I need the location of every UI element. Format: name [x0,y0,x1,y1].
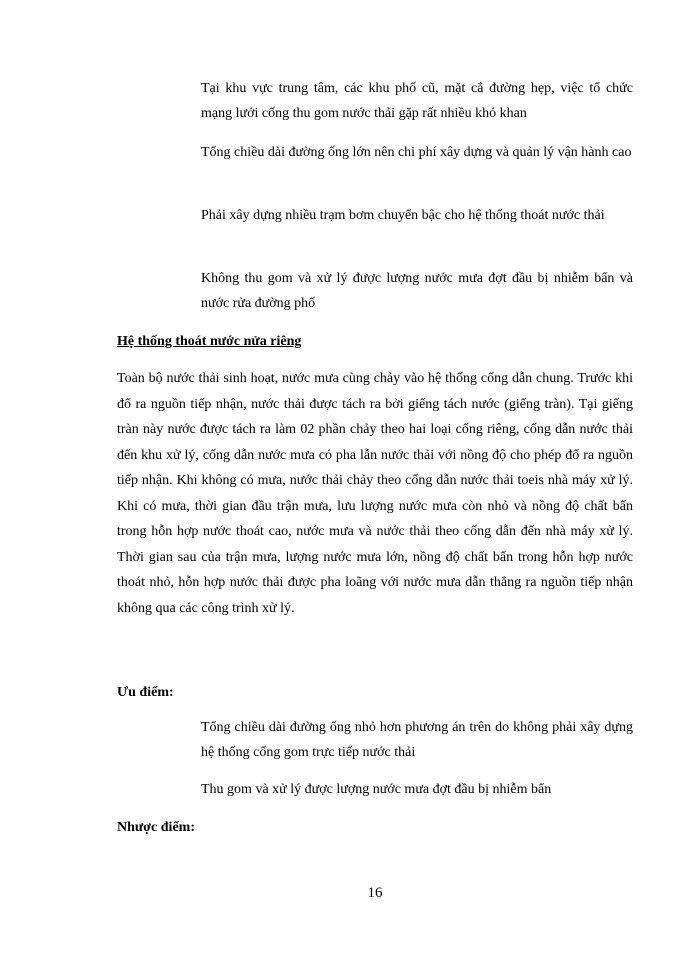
list-item: Tổng chiều dài đường ống lớn nên chi phí xây dựng và quản lý vận hành cao [201,145,632,160]
disadvantages-heading: Nhược điểm: [117,820,195,835]
page-number: 16 [367,885,383,901]
section-body: Toàn bộ nước thải sinh hoạt, nước mưa cùng chảy vào hệ thống cống dẫn chung. Trước khi đổ ra nguồn tiếp nhận, nước thải được tách ra bởi giếng tách nước (giếng tràn). Tại giếng tràn này nước được tách ra làm 02 phần chảy theo hai loại cống riêng, cống dẫn nước thải đến khu xử lý, cống dẫn nước mưa có pha lẫn nước thải với nồng độ cho phép đổ ra nguồn tiếp nhận. Khi không có mưa, nước thải chảy theo cống dẫn nước thải toeis nhà máy xử lý. Khi có mưa, thời gian đầu trận mưa, lưu lượng nước mưa còn nhỏ và nồng độ chất bẩn trong hỗn hợp nước thoát cao, nước mưa và nước thải theo cống dẫn đến nhà máy xử lý. Thời gian sau của trận mưa, lượng nước mưa lớn, nồng độ chất bẩn trong hỗn hợp nước thoát nhỏ, hỗn hợp nước thải được pha loãng với nước mưa dẫn thẳng ra nguồn tiếp nhận không qua các công trình xử lý. [117,371,633,616]
section-heading: Hệ thống thoát nước nửa riêng [117,334,302,349]
list-item: Tổng chiều dài đường ống nhỏ hơn phương án trên do không phải xây dựng hệ thống cống gom trực tiếp nước thải [201,720,633,760]
list-item: Thu gom và xử lý được lượng nước mưa đợt đầu bị nhiễm bẩn [201,782,552,797]
advantages-heading: Ưu điểm: [117,685,174,700]
list-item: Tại khu vực trung tâm, các khu phố cũ, mặt cắ đường hẹp, việc tổ chức mạng lưới cống thu gom nước thải gặp rất nhiều khó khan [201,81,633,121]
list-item: Không thu gom và xử lý được lượng nước mưa đợt đầu bị nhiễm bẩn và nước rửa đường phố [201,271,633,311]
list-item: Phải xây dựng nhiều trạm bơm chuyển bậc cho hệ thống thoát nước thải [201,208,605,223]
